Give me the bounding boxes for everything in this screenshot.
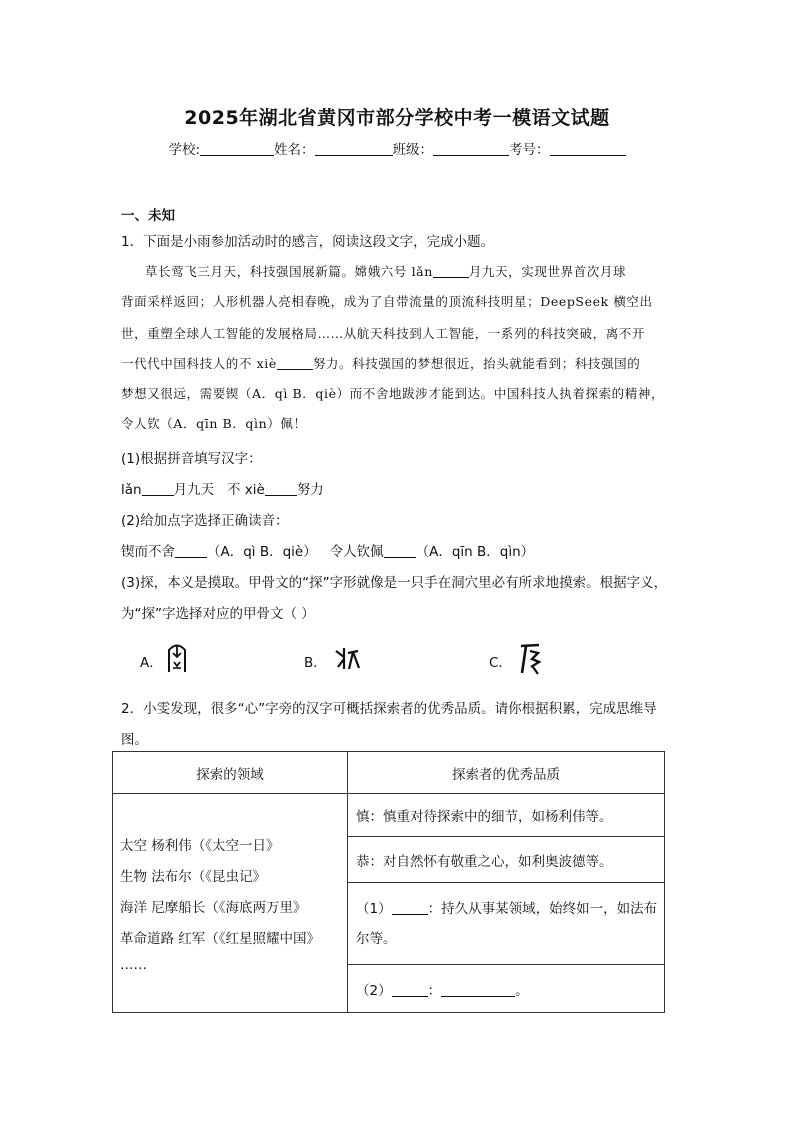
quality-shen: 慎：慎重对待探索中的细节，如杨利伟等。 <box>348 794 665 837</box>
sub1-title: (1)根据拼音填写汉字： <box>121 451 262 467</box>
quality-gong: 恭：对自然怀有敬重之心，如利奥波德等。 <box>348 837 665 883</box>
answer-blank-2b[interactable] <box>441 983 515 997</box>
option-a-label[interactable]: A． <box>140 655 163 671</box>
explorer-list <box>113 794 348 1013</box>
list-item: 太空 杨利伟（《太空一日》 <box>120 838 280 854</box>
oracle-glyph-a-icon[interactable] <box>166 640 188 674</box>
section-heading: 一、未知 <box>121 208 175 224</box>
passage-line-2: 背面采样返回；人形机器人亮相春晚，成为了自带流量的顶流科技明星；DeepSeek 横空出 <box>121 294 653 309</box>
answer-blank-lan[interactable] <box>142 483 174 496</box>
quality-blank-1: （1） ：持久从事某领域，始终如一，如法布 尔等。 <box>348 883 665 965</box>
answer-blank-1[interactable] <box>392 901 428 915</box>
list-item: 革命道路 红军（《红星照耀中国》 <box>120 931 321 947</box>
exam-no-field[interactable] <box>550 142 626 156</box>
student-info-line <box>0 138 794 158</box>
name-label: 姓名： <box>274 142 315 158</box>
oracle-glyph-b-icon[interactable] <box>334 645 360 671</box>
exam-no-label: 考号： <box>509 142 550 158</box>
list-item: 生物 法布尔（《昆虫记》 <box>120 869 267 885</box>
sub3-line-1: (3)探，本义是摸取。甲骨文的“探”字形就像是一只手在洞穴里必有所求地摸索。根据字义， <box>121 575 668 591</box>
sub1-answers: lǎn 月九天 不 xiè 努力 <box>121 482 324 498</box>
school-label: 学校: <box>168 142 201 158</box>
passage-line-4: 一代代中国科技人的不 xiè 努力。科技强国的梦想很近，抬头就能看到；科技强国的 <box>121 356 641 371</box>
passage-line-1: 草长莺飞三月天，科技强国展新篇。嫦娥六号 lǎn 月九天，实现世界首次月球 <box>145 264 627 279</box>
school-field[interactable] <box>200 142 274 156</box>
passage-line-5: 梦想又很远，需要锲（A．qì B．qiè）而不舍地跋涉才能到达。中国科技人执着探索的精神， <box>121 386 665 401</box>
name-field[interactable] <box>315 142 393 156</box>
option-c-label[interactable]: C． <box>489 655 512 671</box>
sub3-line-2: 为“探”字选择对应的甲骨文（ ） <box>121 606 315 622</box>
class-field[interactable] <box>433 142 509 156</box>
sub2-answers: 锲而不舍 （A．qì B．qiè） 令人钦佩 （A．qīn B．qìn） <box>121 544 535 560</box>
header-qualities: 探索者的优秀品质 <box>348 752 665 794</box>
sub2-title: (2)给加点字选择正确读音： <box>121 513 289 529</box>
q1-stem: 1．下面是小雨参加活动时的感言，阅读这段文字，完成小题。 <box>121 234 495 250</box>
passage-line-3: 世，重塑全球人工智能的发展格局……从航天科技到人工智能，一系列的科技突破，离不开 <box>121 326 646 341</box>
answer-blank-qie[interactable] <box>175 545 207 558</box>
option-b-label[interactable]: B． <box>304 655 327 671</box>
mind-map-table <box>112 751 665 1013</box>
oracle-glyph-c-icon[interactable] <box>518 641 542 675</box>
passage-line-6: 令人钦（A．qīn B．qìn）佩！ <box>121 416 307 431</box>
list-item: …… <box>120 957 147 973</box>
exam-title: 2025年湖北省黄冈市部分学校中考一模语文试题 <box>184 107 610 129</box>
q2-stem-line-1: 2．小雯发现，很多“心”字旁的汉字可概括探索者的优秀品质。请你根据积累，完成思维导 <box>121 701 657 717</box>
header-domain: 探索的领域 <box>113 752 348 794</box>
answer-blank-2a[interactable] <box>392 983 428 997</box>
answer-blank-xie[interactable] <box>265 483 297 496</box>
q2-stem-line-2: 图。 <box>121 732 148 748</box>
answer-blank-qin[interactable] <box>384 545 416 558</box>
class-label: 班级： <box>392 142 434 158</box>
quality-blank-2: （2） ： 。 <box>348 965 665 1013</box>
list-item: 海洋 尼摩船长（《海底两万里》 <box>120 900 307 916</box>
